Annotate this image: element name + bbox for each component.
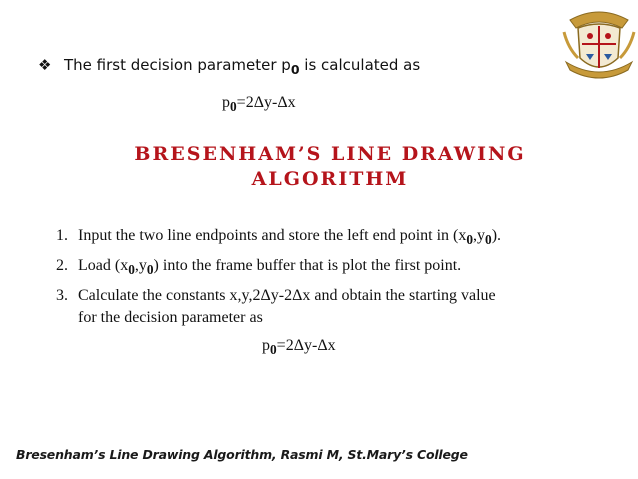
step-number: 3. [56, 287, 68, 305]
college-crest-icon [562, 2, 636, 80]
footer-caption: Bresenham’s Line Drawing Algorithm, Rasmi M, St.Mary’s College [16, 447, 468, 462]
step-number: 1. [56, 227, 68, 244]
formula-subscript: 0 [270, 342, 277, 358]
formula-expression: =2Δy-Δx [276, 337, 336, 354]
bullet-subscript: 0 [290, 62, 300, 77]
formula-top [222, 94, 296, 115]
step-subscript: 0 [466, 232, 474, 248]
step-text: ). [491, 227, 502, 244]
bullet-text-end: is calculated as [299, 56, 421, 74]
step-text: Load (x [78, 257, 129, 275]
step-subscript: 0 [128, 262, 135, 278]
title-line-1: BRESENHAM’S LINE DRAWING [134, 143, 526, 165]
step-continuation: for the decision parameter as [78, 309, 263, 327]
formula-expression: =2Δy-Δx [236, 94, 296, 111]
step-item [56, 225, 626, 251]
slide-title [80, 142, 580, 192]
formula-subscript: 0 [230, 99, 237, 115]
step-item [56, 255, 626, 281]
formula-var: p [222, 94, 230, 111]
diamond-bullet-icon: ❖ [38, 56, 52, 74]
title-line-2: ALGORITHM [251, 168, 409, 190]
step-item [56, 285, 626, 329]
bullet-point [38, 56, 558, 77]
step-text: ,y [134, 257, 147, 275]
steps-list [56, 225, 626, 333]
bullet-text: The first decision parameter p [64, 56, 291, 74]
step-text: Calculate the constants x,y,2Δy-2Δx and obtain the starting value [78, 287, 496, 305]
step-number: 2. [56, 257, 68, 275]
step-subscript: 0 [485, 232, 492, 248]
step-subscript: 0 [146, 262, 154, 278]
step-text: ,y [473, 227, 486, 244]
step-text: Input the two line endpoints and store the left end point in (x [78, 227, 467, 244]
formula-var: p [262, 337, 270, 354]
formula-bottom [262, 337, 336, 358]
step-text: ) into the frame buffer that is plot the first point. [153, 257, 462, 275]
